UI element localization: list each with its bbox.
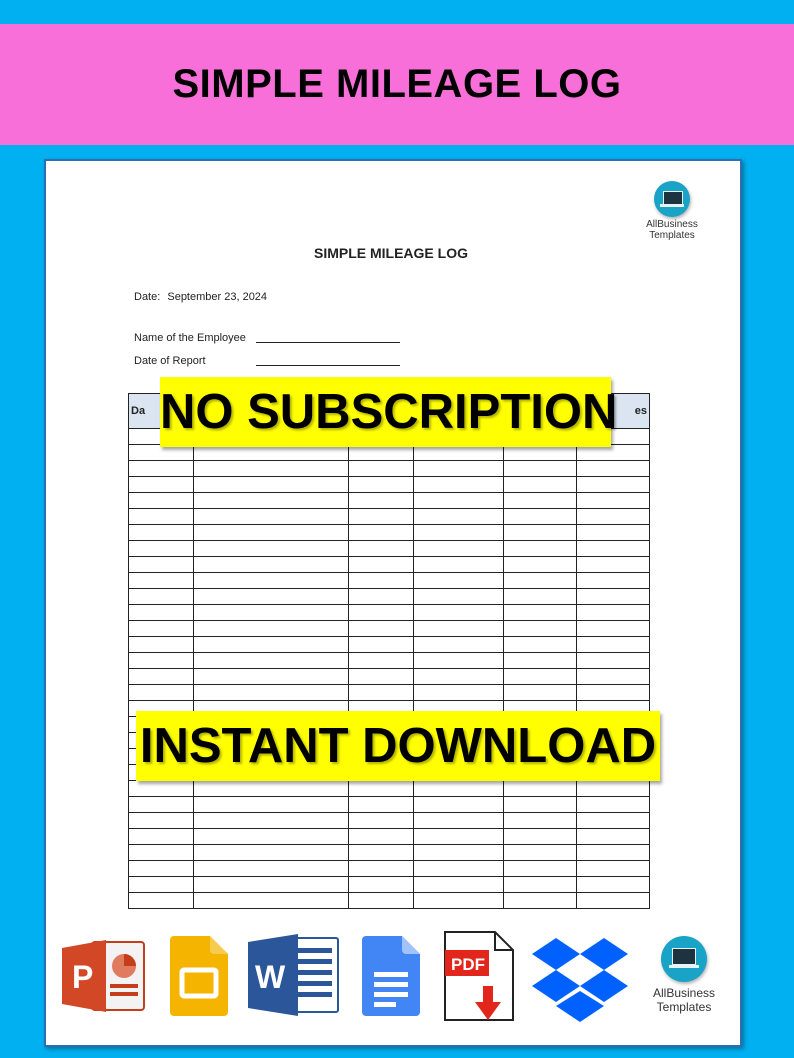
mileage-table — [128, 393, 650, 909]
table-cell — [129, 669, 194, 685]
table-cell — [349, 573, 414, 589]
table-row — [129, 781, 650, 797]
table-cell — [504, 621, 577, 637]
table-cell — [129, 525, 194, 541]
table-cell — [129, 845, 194, 861]
table-cell — [129, 621, 194, 637]
table-cell — [349, 685, 414, 701]
table-cell — [414, 893, 504, 909]
table-cell — [129, 589, 194, 605]
table-row — [129, 621, 650, 637]
table-cell — [577, 493, 650, 509]
table-cell — [577, 893, 650, 909]
table-cell — [129, 605, 194, 621]
table-cell — [414, 637, 504, 653]
table-cell — [349, 877, 414, 893]
table-cell — [129, 637, 194, 653]
table-cell — [414, 621, 504, 637]
table-cell — [504, 877, 577, 893]
table-cell — [504, 829, 577, 845]
table-row — [129, 877, 650, 893]
table-cell — [504, 493, 577, 509]
table-row — [129, 525, 650, 541]
table-row — [129, 637, 650, 653]
table-cell — [414, 813, 504, 829]
table-cell — [414, 573, 504, 589]
dropbox-icon — [532, 936, 628, 1022]
table-cell — [504, 525, 577, 541]
table-cell — [194, 557, 349, 573]
logo-line-1: AllBusiness — [646, 219, 698, 230]
table-cell — [414, 877, 504, 893]
table-cell — [414, 669, 504, 685]
word-letter: W — [255, 959, 286, 995]
table-cell — [349, 781, 414, 797]
table-cell — [194, 541, 349, 557]
allbusiness-logo — [636, 181, 708, 241]
table-cell — [577, 685, 650, 701]
powerpoint-icon — [62, 936, 146, 1016]
table-cell — [194, 477, 349, 493]
table-cell — [504, 557, 577, 573]
table-cell — [577, 461, 650, 477]
banner-title: SIMPLE MILEAGE LOG — [172, 62, 622, 106]
table-header-cell: Da — [129, 394, 194, 429]
table-cell — [577, 829, 650, 845]
powerpoint-letter: P — [72, 959, 94, 995]
table-cell — [504, 461, 577, 477]
allbusiness-brand-logo — [643, 936, 725, 1014]
table-row — [129, 829, 650, 845]
table-cell — [349, 669, 414, 685]
table-cell — [504, 685, 577, 701]
table-cell — [577, 477, 650, 493]
table-cell — [129, 541, 194, 557]
word-icon — [248, 932, 340, 1018]
table-row — [129, 477, 650, 493]
table-row — [129, 605, 650, 621]
table-cell — [194, 669, 349, 685]
table-cell — [414, 653, 504, 669]
table-cell — [577, 621, 650, 637]
date-line — [134, 291, 267, 303]
table-cell — [504, 637, 577, 653]
table-cell — [194, 829, 349, 845]
table-cell — [577, 813, 650, 829]
table-cell — [194, 877, 349, 893]
table-cell — [349, 477, 414, 493]
report-date-label: Date of Report — [134, 355, 206, 367]
table-cell — [129, 781, 194, 797]
logo-line-2: Templates — [649, 230, 695, 241]
table-cell — [194, 525, 349, 541]
date-label: Date: — [134, 291, 161, 303]
table-cell — [504, 653, 577, 669]
table-cell — [194, 845, 349, 861]
table-cell — [577, 589, 650, 605]
table-cell — [194, 813, 349, 829]
table-cell — [414, 685, 504, 701]
employee-name-field — [134, 332, 246, 344]
table-row — [129, 589, 650, 605]
document-title: SIMPLE MILEAGE LOG — [313, 245, 468, 261]
table-cell — [414, 525, 504, 541]
table-cell — [577, 605, 650, 621]
table-cell — [194, 685, 349, 701]
table-cell — [349, 637, 414, 653]
table-cell — [349, 509, 414, 525]
table-cell — [577, 557, 650, 573]
report-date-field — [134, 355, 206, 367]
table-cell — [577, 861, 650, 877]
table-cell — [504, 669, 577, 685]
table-cell — [349, 845, 414, 861]
table-row — [129, 797, 650, 813]
table-cell — [414, 605, 504, 621]
table-cell — [194, 493, 349, 509]
document-preview — [44, 159, 742, 1047]
table-cell — [504, 781, 577, 797]
table-cell — [414, 509, 504, 525]
table-cell — [349, 493, 414, 509]
table-cell — [194, 573, 349, 589]
table-cell — [194, 589, 349, 605]
table-cell — [577, 637, 650, 653]
table-cell — [504, 589, 577, 605]
table-cell — [504, 573, 577, 589]
employee-name-label: Name of the Employee — [134, 332, 246, 344]
brand-line-2: Templates — [656, 1000, 712, 1014]
table-cell — [577, 877, 650, 893]
table-cell — [577, 653, 650, 669]
table-cell — [504, 845, 577, 861]
table-cell — [349, 541, 414, 557]
instant-download-stamp: INSTANT DOWNLOAD — [136, 711, 660, 781]
table-cell — [194, 653, 349, 669]
google-docs-icon — [362, 936, 420, 1016]
table-cell — [129, 573, 194, 589]
table-cell — [349, 813, 414, 829]
table-cell — [504, 605, 577, 621]
table-row — [129, 861, 650, 877]
table-cell — [504, 861, 577, 877]
table-cell — [504, 893, 577, 909]
table-cell — [349, 797, 414, 813]
table-cell — [349, 557, 414, 573]
table-cell — [414, 589, 504, 605]
google-slides-icon — [170, 936, 228, 1016]
table-cell — [194, 893, 349, 909]
table-cell — [129, 797, 194, 813]
brand-line-1: AllBusiness — [652, 986, 716, 1000]
laptop-icon — [661, 936, 707, 982]
table-cell — [414, 541, 504, 557]
table-cell — [349, 461, 414, 477]
table-cell — [194, 605, 349, 621]
table-cell — [414, 797, 504, 813]
table-row — [129, 653, 650, 669]
employee-name-blank — [256, 342, 400, 343]
table-cell — [414, 557, 504, 573]
table-cell — [194, 461, 349, 477]
table-cell — [349, 829, 414, 845]
table-body — [129, 429, 650, 909]
table-cell — [349, 589, 414, 605]
date-value: September 23, 2024 — [167, 291, 268, 303]
table-cell — [577, 845, 650, 861]
table-cell — [129, 509, 194, 525]
table-cell — [414, 781, 504, 797]
table-cell — [129, 461, 194, 477]
header-banner — [0, 24, 794, 145]
table-cell — [129, 557, 194, 573]
table-row — [129, 541, 650, 557]
table-cell — [129, 893, 194, 909]
table-cell — [414, 861, 504, 877]
table-cell — [194, 637, 349, 653]
table-cell — [414, 493, 504, 509]
table-cell — [577, 525, 650, 541]
laptop-icon — [654, 181, 690, 217]
report-date-blank — [256, 365, 400, 366]
table-cell — [504, 813, 577, 829]
table-cell — [504, 797, 577, 813]
table-cell — [504, 541, 577, 557]
pdf-icon — [443, 930, 515, 1024]
table-row — [129, 893, 650, 909]
table-row — [129, 493, 650, 509]
table-cell — [129, 653, 194, 669]
table-cell — [129, 829, 194, 845]
table-cell — [414, 477, 504, 493]
table-cell — [129, 493, 194, 509]
table-cell — [349, 621, 414, 637]
table-cell — [194, 781, 349, 797]
table-cell — [414, 461, 504, 477]
table-row — [129, 685, 650, 701]
no-subscription-stamp: NO SUBSCRIPTION — [160, 377, 611, 447]
table-cell — [504, 477, 577, 493]
table-row — [129, 669, 650, 685]
table-cell — [129, 877, 194, 893]
table-cell — [194, 861, 349, 877]
table-cell — [414, 829, 504, 845]
table-cell — [194, 509, 349, 525]
table-cell — [349, 861, 414, 877]
table-cell — [349, 653, 414, 669]
table-cell — [577, 509, 650, 525]
table-row — [129, 461, 650, 477]
table-header-cell: es — [577, 394, 650, 429]
table-cell — [129, 685, 194, 701]
pdf-label: PDF — [451, 955, 485, 974]
table-cell — [129, 477, 194, 493]
table-cell — [194, 797, 349, 813]
table-cell — [129, 861, 194, 877]
table-cell — [194, 621, 349, 637]
table-cell — [349, 893, 414, 909]
table-row — [129, 813, 650, 829]
table-cell — [504, 509, 577, 525]
table-cell — [577, 573, 650, 589]
table-row — [129, 509, 650, 525]
table-cell — [349, 525, 414, 541]
table-cell — [349, 605, 414, 621]
table-cell — [577, 797, 650, 813]
table-cell — [414, 845, 504, 861]
table-cell — [129, 813, 194, 829]
table-row — [129, 573, 650, 589]
table-row — [129, 557, 650, 573]
table-cell — [577, 541, 650, 557]
table-cell — [577, 669, 650, 685]
table-row — [129, 845, 650, 861]
table-cell — [577, 781, 650, 797]
